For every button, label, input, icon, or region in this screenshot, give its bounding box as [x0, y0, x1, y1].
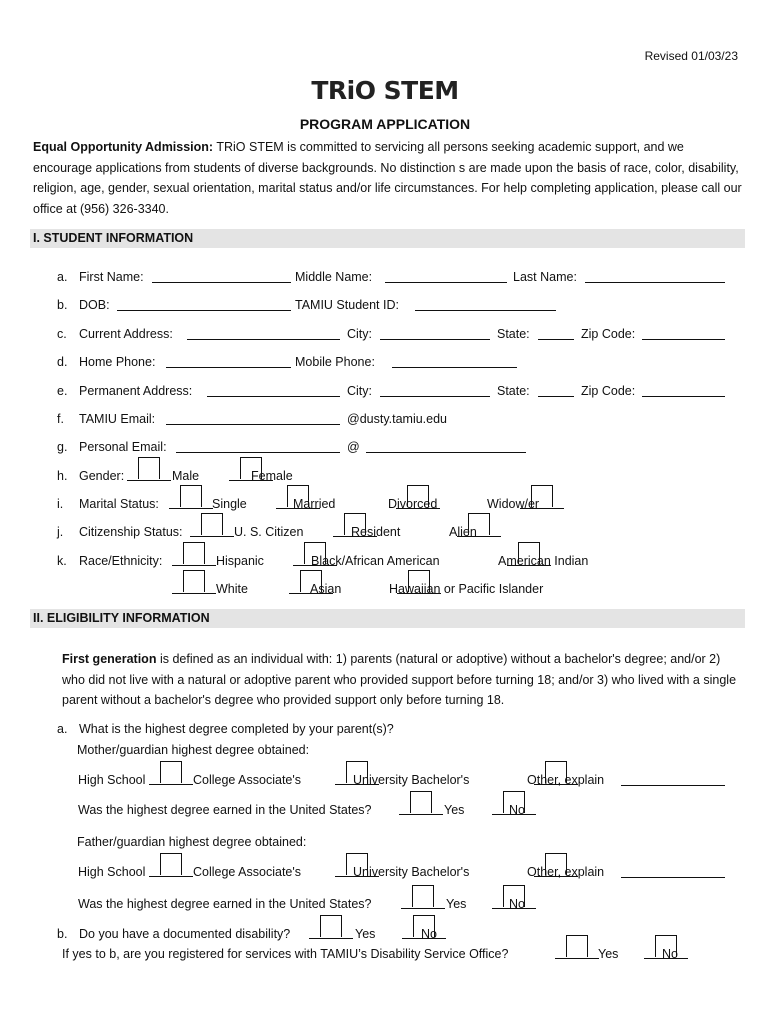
item-letter: b. — [57, 927, 68, 941]
dob-label: DOB: — [79, 298, 110, 312]
no-label: No — [509, 803, 525, 817]
high-school-label: High School — [78, 773, 146, 787]
black-label: Black/African American — [311, 554, 440, 568]
mobile-phone-field[interactable] — [392, 355, 517, 368]
college-associates-label: College Associate's — [193, 865, 302, 879]
current-address-label: Current Address: — [79, 327, 173, 341]
hispanic-label: Hispanic — [216, 554, 264, 568]
current-address-field[interactable] — [187, 327, 340, 340]
mobile-phone-label: Mobile Phone: — [295, 355, 375, 369]
white-label: White — [216, 582, 248, 596]
trio-stem-logo: TRiO STEM — [311, 76, 459, 105]
father-other-field[interactable] — [621, 865, 725, 878]
personal-email-domain-field[interactable] — [366, 440, 526, 453]
asian-label: Asian — [310, 582, 342, 596]
row-d-phones — [0, 355, 770, 377]
row-father-us-degree — [0, 897, 770, 919]
permanent-address-field[interactable] — [207, 384, 340, 397]
citizenship-label: Citizenship Status: — [79, 525, 183, 539]
home-phone-field[interactable] — [166, 355, 291, 368]
us-degree-question: Was the highest degree earned in the United States? — [78, 897, 372, 911]
last-name-label: Last Name: — [513, 270, 577, 284]
row-i-marital-status — [0, 497, 770, 519]
checkbox-registered-yes[interactable] — [566, 935, 588, 957]
row-g-personal-email — [0, 440, 770, 462]
disability-question: Do you have a documented disability? — [79, 927, 291, 941]
widow-label: Widow/er — [487, 497, 540, 511]
city-field[interactable] — [380, 327, 490, 340]
personal-email-label: Personal Email: — [79, 440, 167, 454]
row-k-race-ethnicity — [0, 554, 770, 576]
page-title: PROGRAM APPLICATION — [299, 116, 471, 132]
row-mother-degree-options — [0, 773, 770, 795]
city-label: City: — [347, 327, 372, 341]
zip-label: Zip Code: — [581, 327, 636, 341]
row-a-name — [0, 270, 770, 292]
item-letter: g. — [57, 440, 68, 454]
checkbox-single[interactable] — [180, 485, 202, 507]
checkbox-father-high-school[interactable] — [160, 853, 182, 875]
race-ethnicity-label: Race/Ethnicity: — [79, 554, 163, 568]
no-label: No — [662, 947, 678, 961]
item-letter: k. — [57, 554, 67, 568]
checkbox-hispanic[interactable] — [183, 542, 205, 564]
personal-email-user-field[interactable] — [176, 440, 340, 453]
section-eligibility-header: II. ELIGIBILITY INFORMATION — [30, 609, 745, 628]
resident-label: Resident — [351, 525, 401, 539]
tamiu-email-label: TAMIU Email: — [79, 412, 156, 426]
yes-label: Yes — [446, 897, 467, 911]
state-label: State: — [497, 384, 530, 398]
dob-field[interactable] — [117, 298, 291, 311]
item-letter: c. — [57, 327, 67, 341]
zip-label: Zip Code: — [581, 384, 636, 398]
checkbox-mother-high-school[interactable] — [160, 761, 182, 783]
revised-date: Revised 01/03/23 — [644, 49, 738, 63]
first-name-field[interactable] — [152, 270, 291, 283]
no-label: No — [421, 927, 437, 941]
alien-label: Alien — [449, 525, 477, 539]
zip-field[interactable] — [642, 327, 725, 340]
section-student-info-header: I. STUDENT INFORMATION — [30, 229, 745, 248]
item-letter: d. — [57, 355, 68, 369]
item-letter: a. — [57, 270, 68, 284]
middle-name-field[interactable] — [385, 270, 507, 283]
city-field[interactable] — [380, 384, 490, 397]
item-letter: f. — [57, 412, 64, 426]
item-letter: a. — [57, 722, 68, 736]
home-phone-label: Home Phone: — [79, 355, 156, 369]
row-e-permanent-address — [0, 384, 770, 406]
last-name-field[interactable] — [585, 270, 725, 283]
intro-text: TRiO STEM is committed to servicing all persons seeking academic support, and we encourage applications from students of diverse backgrounds. No distinction s are made upon the basis of race, color, disability, religion, age, gender, sexual orientation, marital status and/or life circumstances. For help completing application, please call our office at (956) 326-3340. — [33, 140, 742, 216]
gender-label: Gender: — [79, 469, 125, 483]
row-mother-degree-label — [0, 743, 770, 765]
yes-label: Yes — [355, 927, 376, 941]
high-school-label: High School — [78, 865, 146, 879]
item-letter: j. — [57, 525, 64, 539]
intro-bold: Equal Opportunity Admission: — [33, 140, 214, 154]
disability-registered-question: If yes to b, are you registered for services with TAMIU’s Disability Service Office? — [62, 947, 509, 961]
tamiu-email-domain: @dusty.tamiu.edu — [347, 412, 448, 426]
college-associates-label: College Associate's — [193, 773, 302, 787]
no-label: No — [509, 897, 525, 911]
city-label: City: — [347, 384, 372, 398]
yes-label: Yes — [444, 803, 465, 817]
state-field[interactable] — [538, 327, 574, 340]
yes-label: Yes — [598, 947, 619, 961]
us-citizen-label: U. S. Citizen — [234, 525, 304, 539]
row-b-dob — [0, 298, 770, 320]
female-label: Female — [251, 469, 293, 483]
intro-paragraph — [33, 137, 745, 219]
checkbox-male[interactable] — [138, 457, 160, 479]
checkbox-white[interactable] — [183, 570, 205, 592]
state-field[interactable] — [538, 384, 574, 397]
item-letter: b. — [57, 298, 68, 312]
row-j-citizenship — [0, 525, 770, 547]
state-label: State: — [497, 327, 530, 341]
zip-field[interactable] — [642, 384, 725, 397]
first-generation-text: is defined as an individual with: 1) parents (natural or adoptive) without a bachelor's degree; and/or 2) who did not live with a natural or adoptive parent who provided support before turning 18; and/or 3) who lived with a single parent without a bachelor's degree who provided support only before turning 18. — [62, 652, 737, 707]
row-father-degree-label — [0, 835, 770, 857]
row-c-current-address — [0, 327, 770, 349]
first-generation-term: First generation — [62, 652, 157, 666]
checkbox-father-us-yes[interactable] — [412, 885, 434, 907]
checkbox-disability-yes[interactable] — [320, 915, 342, 937]
row-k-race-ethnicity-2 — [0, 582, 770, 604]
row-mother-us-degree — [0, 803, 770, 825]
row-h-gender — [0, 469, 770, 491]
mother-other-field[interactable] — [621, 773, 725, 786]
middle-name-label: Middle Name: — [295, 270, 373, 284]
single-label: Single — [212, 497, 247, 511]
first-name-label: First Name: — [79, 270, 144, 284]
hawaiian-label: Hawaiian or Pacific Islander — [389, 582, 544, 596]
us-degree-question: Was the highest degree earned in the United States? — [78, 803, 372, 817]
item-letter: e. — [57, 384, 68, 398]
parent-degree-question: What is the highest degree completed by your parent(s)? — [79, 722, 394, 736]
university-bachelors-label: University Bachelor's — [353, 865, 470, 879]
permanent-address-label: Permanent Address: — [79, 384, 193, 398]
checkbox-us-citizen[interactable] — [201, 513, 223, 535]
at-sign: @ — [347, 440, 360, 454]
other-explain-label: Other, explain — [527, 865, 605, 879]
marital-status-label: Marital Status: — [79, 497, 159, 511]
american-indian-label: American Indian — [498, 554, 589, 568]
other-explain-label: Other, explain — [527, 773, 605, 787]
row-father-degree-options — [0, 865, 770, 887]
divorced-label: Divorced — [388, 497, 438, 511]
item-letter: i. — [57, 497, 64, 511]
tamiu-email-field[interactable] — [166, 412, 340, 425]
checkbox-mother-us-yes[interactable] — [410, 791, 432, 813]
mother-degree-label: Mother/guardian highest degree obtained: — [77, 743, 310, 757]
first-generation-definition — [62, 649, 742, 711]
row-f-tamiu-email — [0, 412, 770, 434]
item-letter: h. — [57, 469, 68, 483]
university-bachelors-label: University Bachelor's — [353, 773, 470, 787]
row-a-parent-degree-question — [0, 722, 770, 744]
student-id-field[interactable] — [415, 298, 556, 311]
father-degree-label: Father/guardian highest degree obtained: — [77, 835, 307, 849]
student-id-label: TAMIU Student ID: — [295, 298, 399, 312]
male-label: Male — [172, 469, 200, 483]
row-disability-registered — [0, 947, 770, 969]
married-label: Married — [293, 497, 336, 511]
